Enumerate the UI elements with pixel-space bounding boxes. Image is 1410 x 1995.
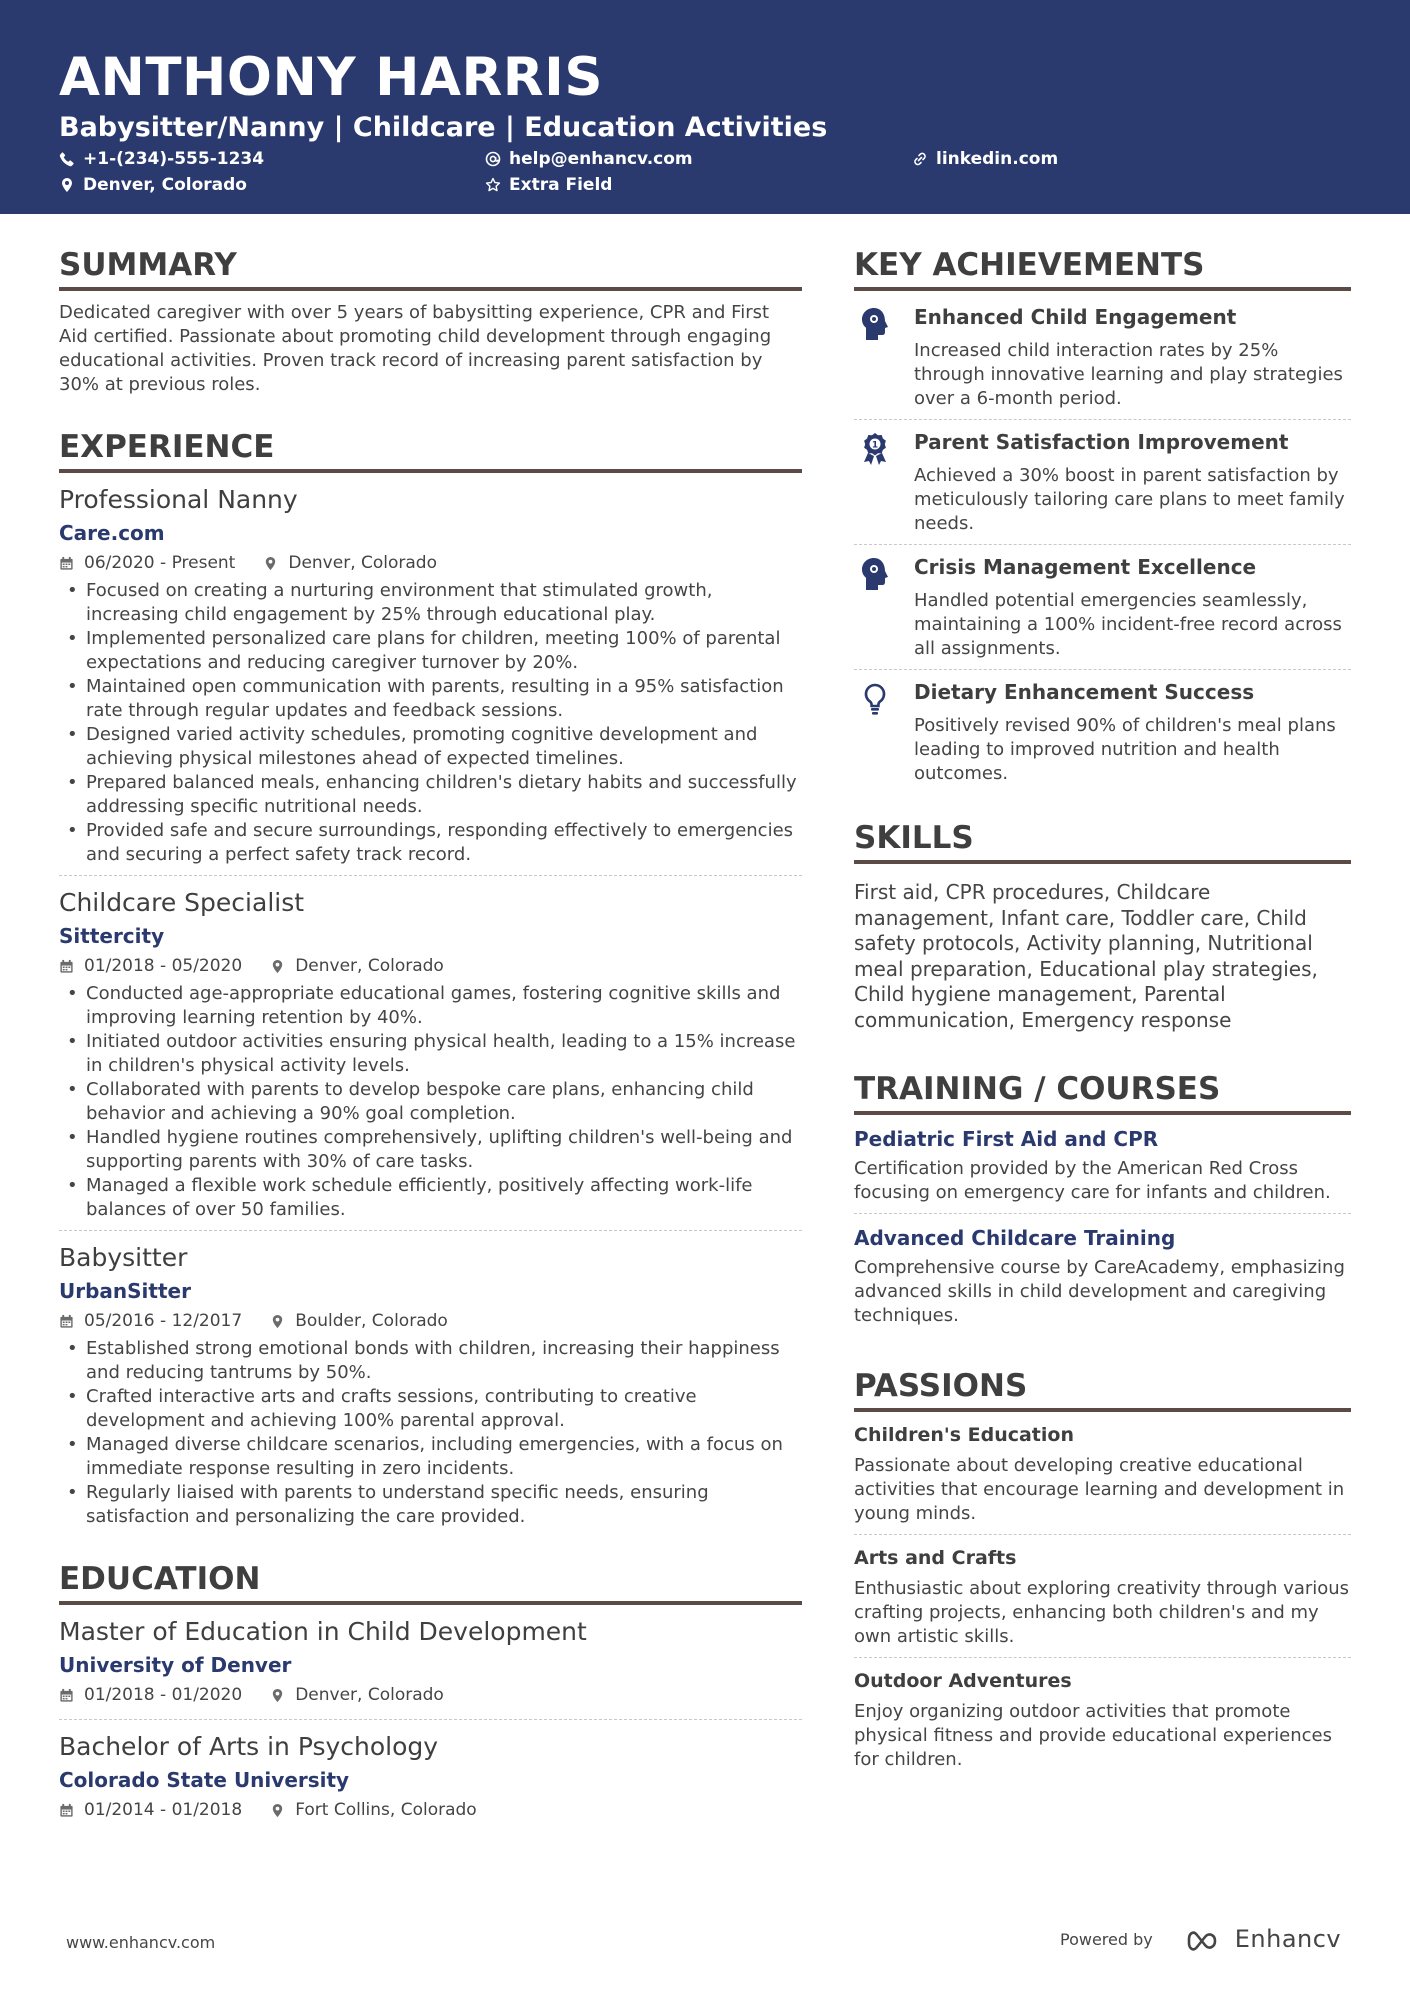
- bullet-item: • Prepared balanced meals, enhancing children's dietary habits and successfully addressing specific nutritional needs.: [59, 771, 802, 819]
- job-location: Denver, Colorado: [295, 956, 444, 976]
- head-icon: [860, 307, 890, 341]
- company-name: Care.com: [59, 521, 165, 545]
- location-pin-icon: [270, 1314, 285, 1329]
- achievements-section: [854, 245, 1351, 794]
- passion-title: Arts and Crafts: [854, 1547, 1017, 1569]
- skills-text: First aid, CPR procedures, Childcare management, Infant care, Toddler care, Child safety protocols, Activity planning, Nutritional meal preparation, Educational play strategies, Child hygiene management, Parental communication, Emergency response: [854, 880, 1318, 1032]
- passion-desc: Enthusiastic about exploring creativity through various crafting projects, enhancing both children's and my own artistic skills.: [854, 1578, 1350, 1647]
- education-dates: 01/2018 - 01/2020: [84, 1685, 243, 1705]
- bullet-item: • Implemented personalized care plans for children, meeting 100% of parental expectations and reducing caregiver turnover by 20%.: [59, 627, 802, 675]
- course-desc: Comprehensive course by CareAcademy, emphasizing advanced skills in child development and caregiving techniques.: [854, 1257, 1345, 1326]
- job-meta: [59, 954, 802, 978]
- brand-logo: [1179, 1925, 1341, 1953]
- linkedin-text: linkedin.com: [936, 149, 1059, 169]
- location-pin-icon: [270, 1803, 285, 1818]
- lightbulb-icon: [860, 682, 890, 716]
- job-dates: 06/2020 - Present: [84, 553, 236, 573]
- school-name: Colorado State University: [59, 1768, 350, 1792]
- course-item: [854, 1224, 1351, 1336]
- job-entry: [59, 1241, 802, 1537]
- achievement-item: [854, 295, 1351, 420]
- education-meta: [59, 1798, 802, 1822]
- brand-name: Enhancv: [1234, 1925, 1342, 1953]
- job-bullets: [59, 1337, 802, 1529]
- bullet-item: • Provided safe and secure surroundings, responding effectively to emergencies and securing a perfect safety track record.: [59, 819, 802, 867]
- section-title: TRAINING / COURSES: [854, 1069, 1351, 1115]
- section-title: PASSIONS: [854, 1366, 1351, 1412]
- achievement-title: Crisis Management Excellence: [914, 555, 1257, 579]
- powered-by-text: Powered by: [1060, 1929, 1153, 1949]
- section-title: SKILLS: [854, 818, 1351, 864]
- school-name: University of Denver: [59, 1653, 292, 1677]
- candidate-name: ANTHONY HARRIS: [59, 47, 604, 108]
- job-title: Babysitter: [59, 1243, 188, 1272]
- head-icon: [860, 557, 890, 591]
- course-title: Advanced Childcare Training: [854, 1226, 1176, 1250]
- at-icon: [485, 151, 501, 167]
- job-entry: [59, 483, 802, 876]
- bullet-item: • Designed varied activity schedules, promoting cognitive development and achieving physical milestones ahead of expected timelines.: [59, 723, 802, 771]
- company-name: Sittercity: [59, 924, 165, 948]
- job-location: Denver, Colorado: [288, 553, 437, 573]
- job-entry: [59, 886, 802, 1231]
- degree-title: Bachelor of Arts in Psychology: [59, 1732, 439, 1761]
- course-desc: Certification provided by the American Red Cross focusing on emergency care for infants and children.: [854, 1158, 1331, 1203]
- svg-text:1: 1: [871, 440, 879, 451]
- bullet-item: • Managed a flexible work schedule efficiently, positively affecting work-life balances of over 50 families.: [59, 1174, 802, 1222]
- location-text: Denver, Colorado: [83, 175, 247, 195]
- section-title: KEY ACHIEVEMENTS: [854, 245, 1351, 291]
- calendar-icon: [59, 1803, 74, 1818]
- education-section: [59, 1559, 802, 1834]
- achievement-item: [854, 545, 1351, 670]
- achievement-desc: Positively revised 90% of children's meal plans leading to improved nutrition and health outcomes.: [914, 715, 1336, 784]
- bullet-item: • Focused on creating a nurturing environment that stimulated growth, increasing child engagement by 25% through educational play.: [59, 579, 802, 627]
- achievement-item: [854, 420, 1351, 545]
- passion-desc: Enjoy organizing outdoor activities that promote physical fitness and provide educational experiences for children.: [854, 1701, 1332, 1770]
- skills-section: [854, 818, 1351, 1033]
- job-meta: [59, 551, 802, 575]
- calendar-icon: [59, 1314, 74, 1329]
- bullet-item: • Conducted age-appropriate educational games, fostering cognitive skills and improving learning retention by 40%.: [59, 982, 802, 1030]
- bullet-item: • Crafted interactive arts and crafts sessions, contributing to creative development and achieving 100% parental approval.: [59, 1385, 802, 1433]
- contact-linkedin[interactable]: [912, 148, 1058, 170]
- job-dates: 05/2016 - 12/2017: [84, 1311, 243, 1331]
- bullet-item: • Managed diverse childcare scenarios, including emergencies, with a focus on immediate response resulting in zero incidents.: [59, 1433, 802, 1481]
- calendar-icon: [59, 1688, 74, 1703]
- candidate-headline: Babysitter/Nanny | Childcare | Education Activities: [59, 112, 828, 143]
- passion-item: [854, 1422, 1351, 1535]
- location-pin-icon: [270, 1688, 285, 1703]
- footer-branding[interactable]: [1060, 1925, 1341, 1953]
- bullet-item: • Collaborated with parents to develop bespoke care plans, enhancing child behavior and achieving a 90% goal completion.: [59, 1078, 802, 1126]
- passion-item: [854, 1545, 1351, 1658]
- job-dates: 01/2018 - 05/2020: [84, 956, 243, 976]
- degree-title: Master of Education in Child Development: [59, 1617, 587, 1646]
- location-pin-icon: [59, 177, 75, 193]
- left-column: [59, 245, 802, 1864]
- achievement-item: [854, 670, 1351, 794]
- section-title: EXPERIENCE: [59, 427, 802, 473]
- education-meta: [59, 1683, 802, 1707]
- extra-text: Extra Field: [509, 175, 613, 195]
- calendar-icon: [59, 959, 74, 974]
- job-bullets: [59, 982, 802, 1222]
- phone-icon: [59, 151, 75, 167]
- education-entry: [59, 1615, 802, 1720]
- experience-section: [59, 427, 802, 1537]
- calendar-icon: [59, 556, 74, 571]
- award-icon: [860, 432, 890, 466]
- passion-item: [854, 1668, 1351, 1780]
- achievement-title: Parent Satisfaction Improvement: [914, 430, 1289, 454]
- course-item: [854, 1125, 1351, 1214]
- course-title: Pediatric First Aid and CPR: [854, 1127, 1159, 1151]
- achievement-title: Enhanced Child Engagement: [914, 305, 1237, 329]
- job-bullets: [59, 579, 802, 867]
- contact-extra: [485, 174, 612, 196]
- job-title: Childcare Specialist: [59, 888, 305, 917]
- contact-email[interactable]: [485, 148, 693, 170]
- education-dates: 01/2014 - 01/2018: [84, 1800, 243, 1820]
- passion-desc: Passionate about developing creative educational activities that encourage learning and development in young minds.: [854, 1455, 1345, 1524]
- bullet-item: • Initiated outdoor activities ensuring physical health, leading to a 15% increase in children's physical activity levels.: [59, 1030, 802, 1078]
- contact-location: [59, 174, 247, 196]
- job-location: Boulder, Colorado: [295, 1311, 448, 1331]
- training-section: [854, 1069, 1351, 1336]
- passion-title: Outdoor Adventures: [854, 1670, 1072, 1692]
- passion-title: Children's Education: [854, 1424, 1074, 1446]
- section-title: EDUCATION: [59, 1559, 802, 1605]
- location-pin-icon: [263, 556, 278, 571]
- bullet-item: • Established strong emotional bonds with children, increasing their happiness and reducing tantrums by 50%.: [59, 1337, 802, 1385]
- education-location: Fort Collins, Colorado: [295, 1800, 477, 1820]
- location-pin-icon: [270, 959, 285, 974]
- bullet-item: • Handled hygiene routines comprehensively, uplifting children's well-being and supporting parents with 30% of care tasks.: [59, 1126, 802, 1174]
- section-title: SUMMARY: [59, 245, 802, 291]
- company-name: UrbanSitter: [59, 1279, 191, 1303]
- phone-text: +1-(234)-555-1234: [83, 149, 265, 169]
- achievement-title: Dietary Enhancement Success: [914, 680, 1255, 704]
- job-title: Professional Nanny: [59, 485, 298, 514]
- enhancv-logo-icon: [1179, 1926, 1227, 1952]
- contact-phone[interactable]: [59, 148, 264, 170]
- education-entry: [59, 1730, 802, 1834]
- star-icon: [485, 177, 501, 193]
- summary-section: [59, 245, 802, 397]
- bullet-item: • Maintained open communication with parents, resulting in a 95% satisfaction rate through regular updates and feedback sessions.: [59, 675, 802, 723]
- passions-section: [854, 1366, 1351, 1780]
- achievement-desc: Handled potential emergencies seamlessly, maintaining a 100% incident-free record across all assignments.: [914, 590, 1342, 659]
- education-location: Denver, Colorado: [295, 1685, 444, 1705]
- resume-header: [0, 0, 1410, 214]
- email-text: help@enhancv.com: [509, 149, 693, 169]
- summary-text: Dedicated caregiver with over 5 years of babysitting experience, CPR and First Aid certified. Passionate about promoting child development through engaging educational activities. Proven track record of increasing parent satisfaction by 30% at previous roles.: [59, 302, 772, 395]
- link-icon: [912, 151, 928, 167]
- achievement-desc: Increased child interaction rates by 25% through innovative learning and play strategies over a 6-month period.: [914, 340, 1343, 409]
- bullet-item: • Regularly liaised with parents to understand specific needs, ensuring satisfaction and personalizing the care provided.: [59, 1481, 802, 1529]
- job-meta: [59, 1309, 802, 1333]
- right-column: [854, 245, 1351, 1810]
- achievement-desc: Achieved a 30% boost in parent satisfaction by meticulously tailoring care plans to meet family needs.: [914, 465, 1345, 534]
- footer-website[interactable]: www.enhancv.com: [66, 1933, 216, 1952]
